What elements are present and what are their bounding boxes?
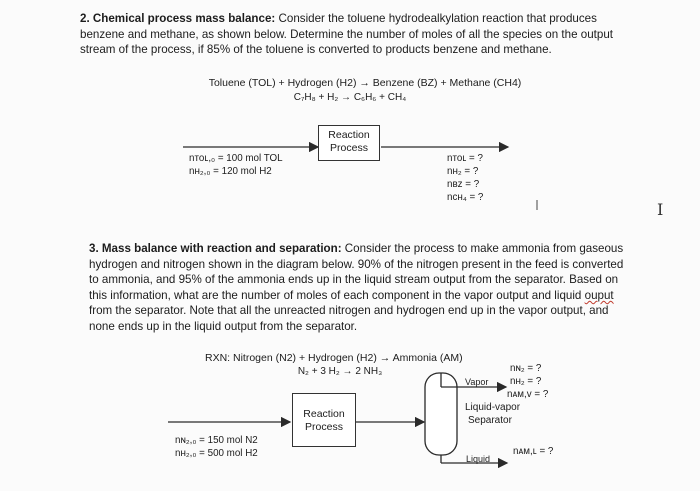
separator-label-1: Liquid-vapor — [465, 402, 521, 413]
q2-line-3: stream of the process, if 85% of the toluene is converted to products benzene and methane. — [80, 43, 552, 57]
liquid-label: Liquid — [466, 454, 491, 464]
q3-input-h2: nʜ₂,₀ = 500 mol H2 — [175, 448, 258, 459]
vapor-am: nᴀᴍ,ᴠ = ? — [507, 389, 549, 400]
q2-output-bz: nʙᴢ = ? — [447, 179, 480, 190]
q2-output-h2: nʜ₂ = ? — [447, 166, 479, 177]
q2-box-line-1: Reaction — [328, 129, 370, 141]
q2-reaction-words: Toluene (TOL) + Hydrogen (H2) → Benzene (BZ) + Methane (CH4) — [208, 77, 522, 89]
q2-reaction-formula: C₇H₈ + H₂ → C₆H₆ + CH₄ — [293, 92, 407, 103]
q3-rxn-formula: N₂ + 3 H₂ → 2 NH₃ — [297, 366, 383, 377]
q3-line-3: to ammonia, and 95% of the ammonia ends up in the liquid stream output from the separator. Based on — [89, 273, 619, 287]
q3-box-line-1: Reaction — [303, 408, 345, 420]
q2-input-tol: nᴛᴏʟ,₀ = 100 mol TOL — [189, 153, 283, 164]
q3-input-n2: nɴ₂,₀ = 150 mol N2 — [175, 435, 258, 446]
separator-label-2: Separator — [468, 415, 512, 426]
question-3-heading: 3. Mass balance with reaction and separation: — [89, 242, 342, 255]
q2-input-h2: nʜ₂,₀ = 120 mol H2 — [189, 166, 272, 177]
vapor-h2: nʜ₂ = ? — [510, 376, 542, 387]
q2-line-1: Consider the toluene hydrodealkylation reaction that produces — [278, 12, 597, 25]
text-cursor-icon: I — [657, 200, 664, 219]
q2-box-line-2: Process — [330, 142, 368, 154]
question-2-heading: 2. Chemical process mass balance: — [80, 12, 276, 25]
q3-line-4: this information, what are the number of moles of each component in the vapor output and liquid — [89, 288, 582, 302]
q2-output-ch4: nᴄʜ₄ = ? — [447, 192, 484, 203]
q2-reaction-process-box — [318, 125, 380, 161]
q2-output-tol: nᴛᴏʟ = ? — [447, 153, 483, 164]
q3-line-1: Consider the process to make ammonia from gaseous — [344, 242, 624, 255]
q3-reaction-process-box — [292, 393, 356, 447]
vapor-n2: nɴ₂ = ? — [510, 363, 542, 374]
q3-line-6: none ends up in the liquid output from the separator. — [89, 319, 358, 333]
q3-line-5: from the separator. Note that all the unreacted nitrogen and hydrogen end up in the vapor output, and — [89, 304, 609, 318]
question-3-text — [89, 241, 623, 335]
vapor-label: Vapor — [465, 377, 489, 387]
q3-line-2: hydrogen and nitrogen shown in the diagram below. 90% of the nitrogen present in the feed is converted — [89, 257, 624, 271]
q2-line-2: benzene and methane, as shown below. Determine the number of moles of all the species on the output — [80, 27, 614, 41]
q3-misspelled-word: ouput — [584, 288, 614, 302]
q3-box-line-2: Process — [305, 421, 343, 433]
liquid-am: nᴀᴍ,ʟ = ? — [513, 446, 554, 457]
q3-rxn-words: RXN: Nitrogen (N2) + Hydrogen (H2) → Ammonia (AM) — [205, 352, 463, 364]
